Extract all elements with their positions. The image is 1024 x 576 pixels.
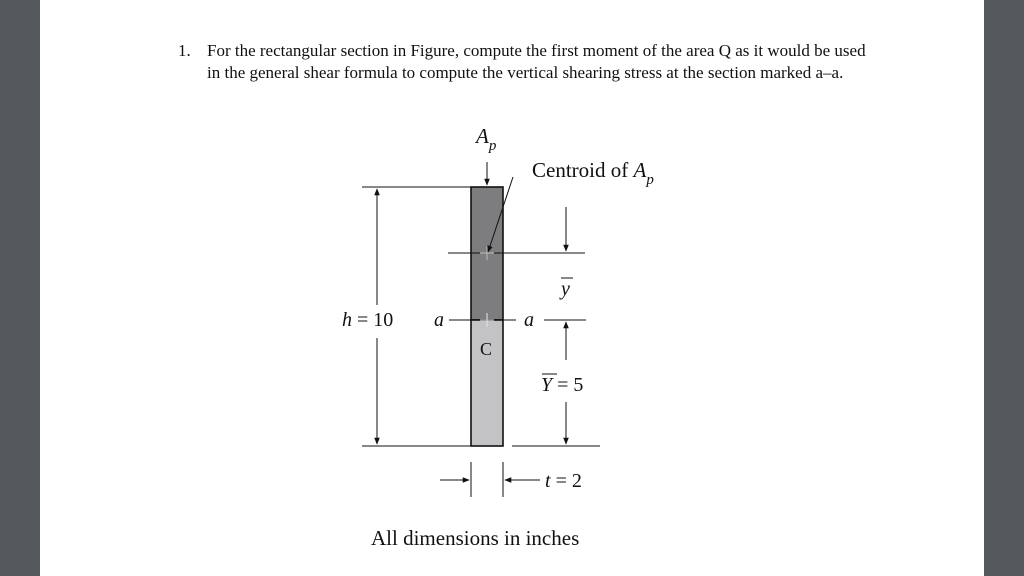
centroid-of-ap-label: Centroid of $A_p$ <box>532 158 654 188</box>
problem-number: 1. <box>178 41 191 60</box>
height-label: h = 10 <box>342 309 394 331</box>
Ybar-label: Y = 5 <box>541 374 584 396</box>
problem-text: For the rectangular section in Figure, compute the first moment of the area Q as it would be used in the general shear formula to compute the vertical shearing stress at the section marked a–a. <box>207 41 866 82</box>
centroid-c-label: C <box>480 339 493 359</box>
section-mark-left: a <box>434 309 444 331</box>
figure-caption: All dimensions in inches <box>371 526 580 550</box>
ybar-label: y <box>561 278 570 300</box>
thickness-label: t = 2 <box>545 470 582 492</box>
section-mark-right: a <box>524 309 534 331</box>
area-ap-label: $A_p$ <box>476 124 497 154</box>
